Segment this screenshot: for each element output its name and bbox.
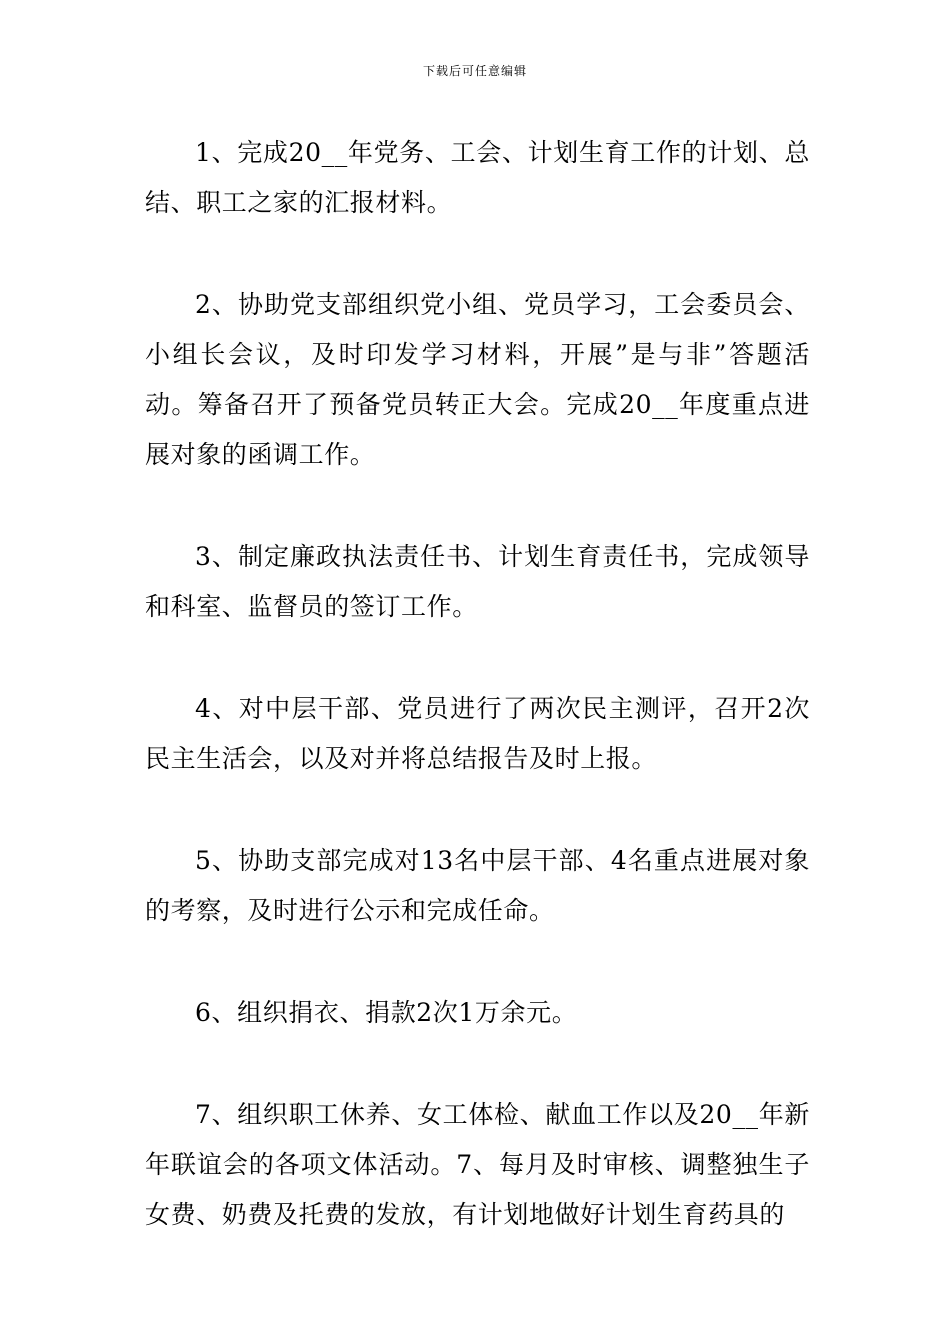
paragraph-1: 1、完成20__年党务、工会、计划生育工作的计划、总结、职工之家的汇报材料。 — [145, 138, 810, 217]
paragraph-6: 6、组织捐衣、捐款2次1万余元。 — [195, 998, 578, 1027]
paragraph-3: 3、制定廉政执法责任书、计划生育责任书，完成领导和科室、监督员的签订工作。 — [145, 542, 810, 621]
paragraph-2: 2、协助党支部组织党小组、党员学习，工会委员会、小组长会议，及时印发学习材料，开展”是与非”答题活动。筹备召开了预备党员转正大会。完成20__年度重点进展对象的函调工作。 — [145, 290, 810, 469]
paragraph-5: 5、协助支部完成对13名中层干部、4名重点进展对象的考察，及时进行公示和完成任命。 — [145, 846, 810, 925]
paragraph-7: 7、组织职工休养、女工体检、献血工作以及20__年新年联谊会的各项文体活动。7、每月及时审核、调整独生子女费、奶费及托费的发放，有计划地做好计划生育药具的 — [145, 1100, 810, 1229]
page-header: 下载后可任意编辑 — [422, 64, 527, 78]
document-body — [145, 128, 810, 1292]
paragraph-4: 4、对中层干部、党员进行了两次民主测评，召开2次民主生活会，以及对并将总结报告及时上报。 — [145, 694, 810, 773]
